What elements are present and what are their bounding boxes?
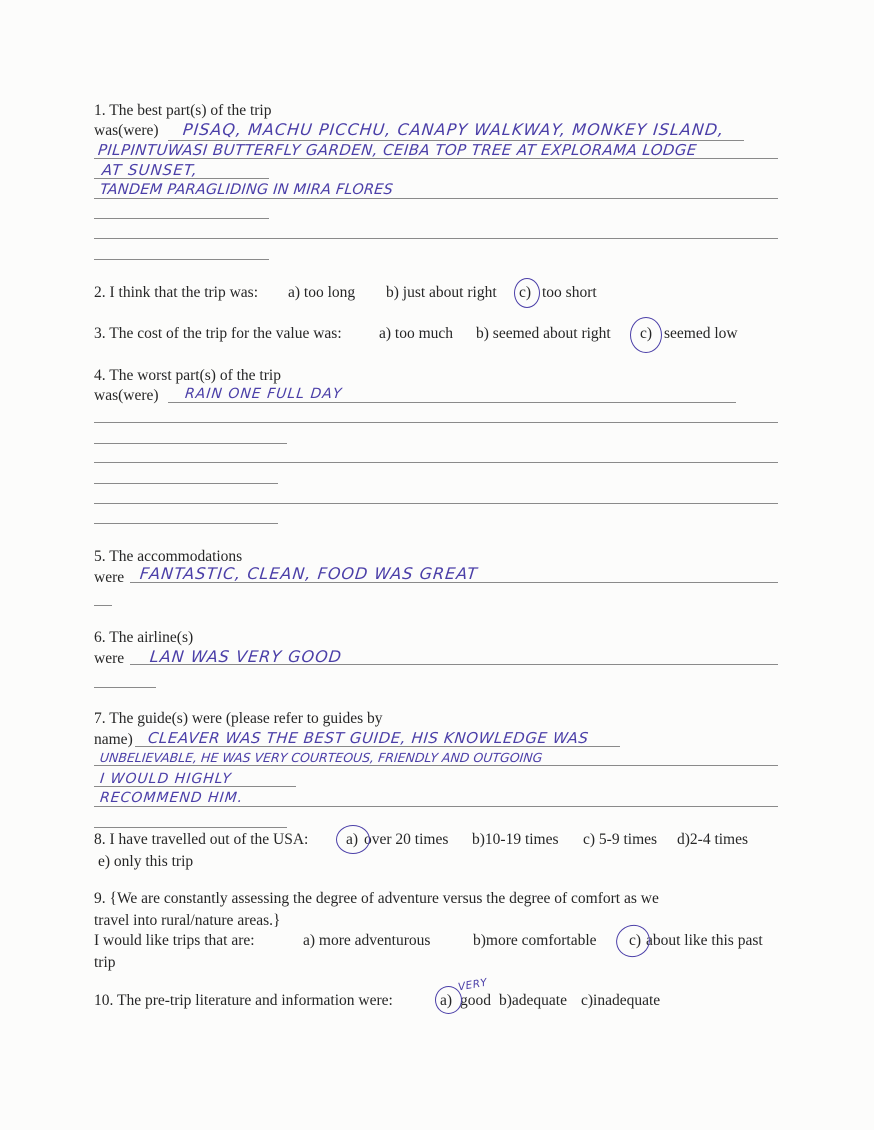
- q9-option-c: c): [629, 932, 642, 949]
- q1-label: 1. The best part(s) of the trip: [94, 102, 272, 119]
- q8-option-d: d)2-4 times: [677, 831, 749, 848]
- q9-prefix: I would like trips that are:: [94, 932, 255, 949]
- q9-option-c-text: about like this past: [646, 932, 763, 949]
- q4-answer: RAIN ONE FULL DAY: [184, 386, 344, 402]
- q5-prefix: were: [94, 569, 125, 586]
- q9-answer-circle: [612, 920, 655, 962]
- q9-wrap: trip: [94, 954, 116, 971]
- q2-option-c: c): [519, 284, 532, 301]
- q1-answer-3: AT SUNSET,: [101, 161, 199, 179]
- q3-answer-circle: [630, 317, 662, 353]
- q4-line-2: [94, 422, 778, 423]
- q9-intro-2: travel into rural/nature areas.}: [94, 912, 281, 929]
- q9-option-b: b)more comfortable: [473, 932, 597, 949]
- q3-option-c: c): [640, 325, 653, 342]
- q8-answer-circle: [336, 825, 370, 854]
- q7-line-3b: [94, 827, 287, 828]
- q9-intro-1: 9. {We are constantly assessing the degree of adventure versus the degree of comfort as we: [94, 890, 659, 907]
- q4-line-2b: [94, 443, 287, 444]
- q10-option-a: a): [440, 992, 453, 1009]
- q10-prefix: 10. The pre-trip literature and information were:: [94, 992, 393, 1009]
- q3-option-c-text: seemed low: [664, 325, 738, 342]
- q5-answer: FANTASTIC, CLEAN, FOOD WAS GREAT: [139, 564, 479, 583]
- q7-answer-1: CLEAVER WAS THE BEST GUIDE, HIS KNOWLEDGE WAS: [147, 729, 590, 747]
- q7-prefix: name): [94, 731, 133, 748]
- q8-option-a: a): [346, 831, 359, 848]
- q2-option-c-text: too short: [542, 284, 597, 301]
- q3-option-b: b) seemed about right: [476, 325, 611, 342]
- q8-option-c: c) 5-9 times: [583, 831, 658, 848]
- q3-prefix: 3. The cost of the trip for the value was:: [94, 325, 342, 342]
- q1-line-4: [94, 238, 778, 239]
- q2-option-b: b) just about right: [386, 284, 497, 301]
- q4-line-1: [168, 402, 736, 403]
- q7-label: 7. The guide(s) were (please refer to guides by: [94, 710, 383, 727]
- q10-option-a-text: good: [460, 992, 491, 1009]
- q10-annotation: VERY: [457, 976, 489, 994]
- q2-prefix: 2. I think that the trip was:: [94, 284, 259, 301]
- q7-line-2: [94, 765, 778, 766]
- q9-option-a: a) more adventurous: [303, 932, 431, 949]
- q4-line-3b: [94, 483, 278, 484]
- q1-prefix: was(were): [94, 122, 159, 139]
- q7-line-3: [94, 806, 778, 807]
- q1-line-4b: [94, 259, 269, 260]
- q6-answer: LAN WAS VERY GOOD: [149, 647, 344, 666]
- q6-line-1b: [94, 687, 156, 688]
- q6-prefix: were: [94, 650, 125, 667]
- q4-line-3: [94, 462, 778, 463]
- q8-option-b: b)10-19 times: [472, 831, 559, 848]
- q2-option-a: a) too long: [288, 284, 356, 301]
- q3-option-a: a) too much: [379, 325, 454, 342]
- q7-answer-2: UNBELIEVABLE, HE WAS VERY COURTEOUS, FRIENDLY AND OUTGOING: [99, 750, 544, 765]
- q5-line-1b: [94, 605, 112, 606]
- q10-option-b: b)adequate: [499, 992, 567, 1009]
- q8-option-a-text: over 20 times: [364, 831, 449, 848]
- q8-option-e: e) only this trip: [98, 853, 194, 870]
- q1-line-3: [94, 198, 778, 199]
- q1-answer-2: PILPINTUWASI BUTTERFLY GARDEN, CEIBA TOP TREE AT EXPLORAMA LODGE: [97, 141, 698, 159]
- q4-line-4b: [94, 523, 278, 524]
- q4-label: 4. The worst part(s) of the trip: [94, 367, 281, 384]
- q10-option-c: c)inadequate: [581, 992, 661, 1009]
- q1-answer-1: PISAQ, MACHU PICCHU, CANAPY WALKWAY, MONKEY ISLAND,: [182, 120, 726, 139]
- q7-answer-3: I WOULD HIGHLY: [99, 771, 233, 787]
- q5-label: 5. The accommodations: [94, 548, 243, 565]
- q4-prefix: was(were): [94, 387, 159, 404]
- q2-answer-circle: [514, 278, 540, 308]
- q4-line-4: [94, 503, 778, 504]
- q1-line-3b: [94, 218, 269, 219]
- q8-prefix: 8. I have travelled out of the USA:: [94, 831, 309, 848]
- q7-answer-4: RECOMMEND HIM.: [99, 790, 245, 806]
- q6-label: 6. The airline(s): [94, 629, 194, 646]
- q1-answer-4: TANDEM PARAGLIDING IN MIRA FLORES: [99, 182, 394, 198]
